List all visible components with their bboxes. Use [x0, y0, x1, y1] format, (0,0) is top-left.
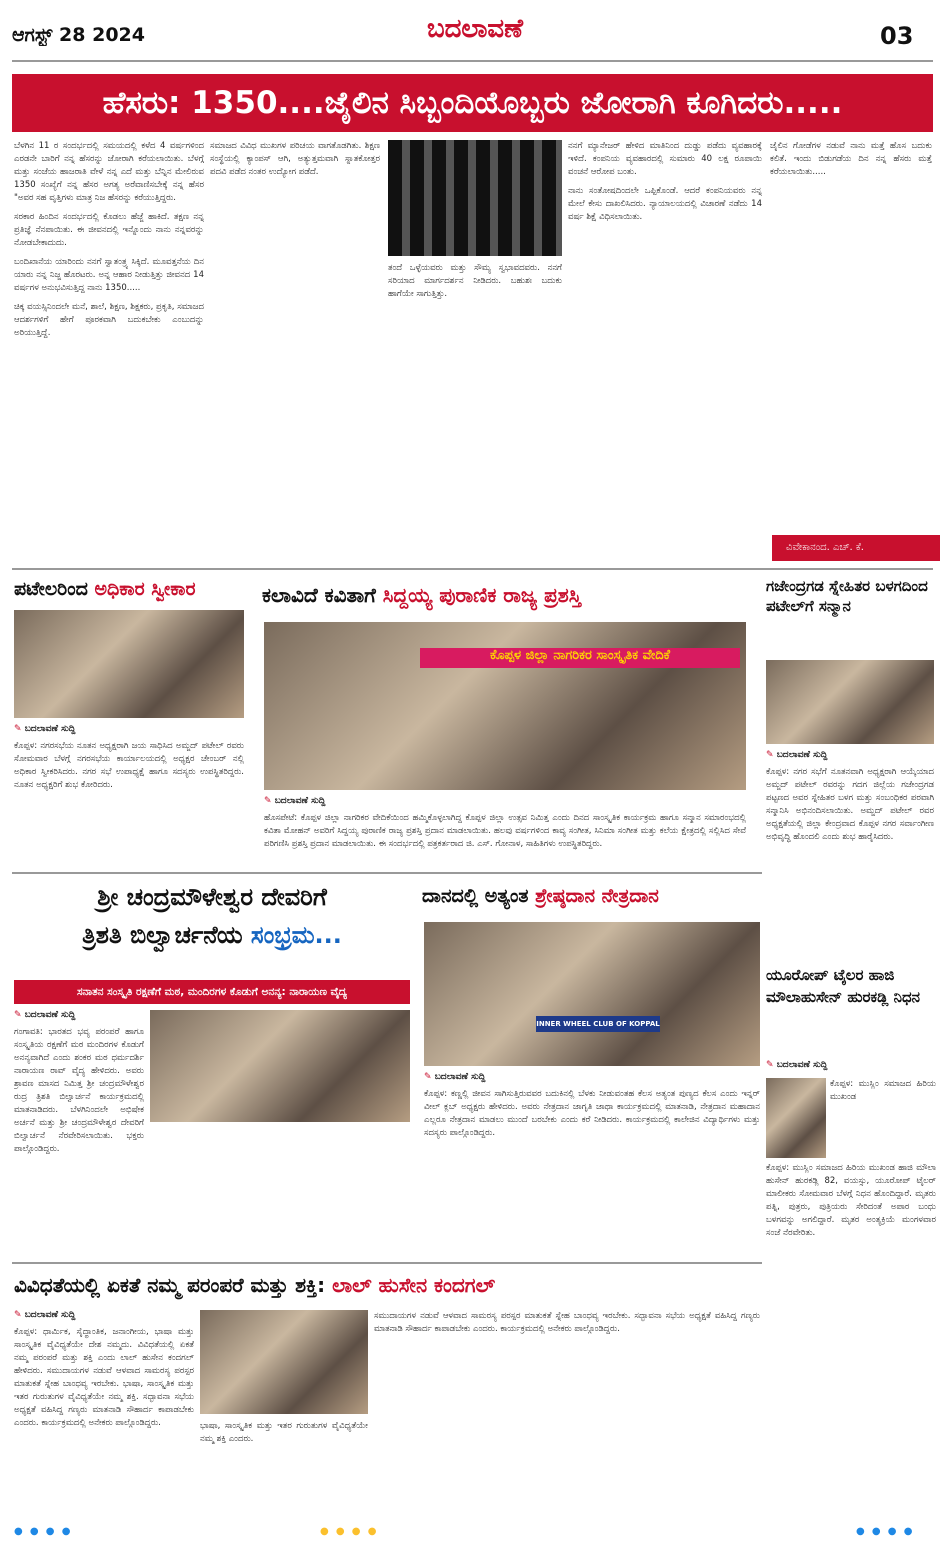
patel-body: ಕೊಪ್ಪಳ: ನಗರಸಭೆಯ ನೂತನ ಅಧ್ಯಕ್ಷರಾಗಿ ಜಯ ಸಾಧಿಸಿದ ಅಮ್ಜದ್ ಪಟೇಲ್ ರವರು ಸೋಮವಾರ ಬೆಳಗ್ಗೆ ನಗರಸಭೆಯ ಕಾರ್ಯಾಲಯದಲ್ಲಿ ಅಧ್ಯಕ್ಷರ ಚೇಂಬರ್ ನಲ್ಲಿ ಅಧಿಕಾರ ಸ್ವೀಕರಿಸಿದರು. ನಗರ ಸಭೆ ಉಪಾಧ್ಯಕ್ಷೆ ಹಾಗೂ ಸದಸ್ಯರು ಉಪಸ್ಥಿತರಿದ್ದರು. ನೂತನ ಅಧ್ಯಕ್ಷರಿಗೆ ಶುಭ ಕೋರಿದರು. [14, 741, 244, 790]
lead-paragraph: ಚಿಕ್ಕ ವಯಸ್ಸಿನಿಂದಲೇ ಮನೆ, ಶಾಲೆ, ಶಿಕ್ಷಣ, ಶಿಕ್ಷಕರು, ಪ್ರಕೃತಿ, ಸಮಾಜದ ಆದರ್ಶಗಳಿಗೆ ಹೇಗೆ ಪೂರಕವಾಗಿ ಬದುಕಬೇಕು ಎಂಬುದನ್ನು ಅರಿಯುತ್ತಿದ್ದೆ. [14, 302, 204, 338]
lead-paragraph: ತಂದೆ ಒಳ್ಳೆಯವರು ಮತ್ತು ಸೌಮ್ಯ ಸ್ವಭಾವದವರು. ನನಗೆ ಸರಿಯಾದ ಮಾರ್ಗದರ್ಶನ ನೀಡಿದರು. ಬಹುಶಃ ಬದುಕು ಹಾಗೆಯೇ ಸಾಗುತ್ತಿತ್ತು. [388, 263, 562, 299]
unity-headline-accent: ಲಾಲ್ ಹುಸೇನ ಕಂದಗಲ್ [332, 1273, 496, 1297]
section-rule [12, 568, 933, 570]
lead-paragraph: ನನಗೆ ಮ್ಯಾನೇಜರ್ ಹೇಳಿದ ಮಾತಿನಿಂದ ದುಡ್ಡು ಪಡೆದು ವ್ಯವಹಾರಕ್ಕೆ ಇಳಿದೆ. ಕಂಪನಿಯ ವ್ಯವಹಾರದಲ್ಲಿ ಸುಮಾರು 40 ಲಕ್ಷ ರೂಪಾಯಿ ವಂಚನೆ ಆರೋಪ ಬಂತು. [568, 141, 762, 177]
club-banner: INNER WHEEL CLUB OF KOPPAL [536, 1016, 660, 1032]
lead-column-1 [14, 140, 204, 545]
lead-column-4 [568, 140, 762, 545]
patel-headline-accent: ಅಧಿಕಾರ ಸ್ವೀಕಾರ [94, 578, 196, 600]
temple-headline-line1: ಶ್ರೀ ಚಂದ್ರಮೌಳೇಶ್ವರ ದೇವರಿಗೆ [97, 883, 327, 911]
masthead-rule [12, 60, 933, 62]
eye-donation-headline-plain: ದಾನದಲ್ಲಿ ಅತ್ಯಂತ [422, 885, 536, 907]
lead-paragraph: ಜೈಲಿನ ಗೋಡೆಗಳ ನಡುವೆ ನಾನು ಮತ್ತೆ ಹೊಸ ಬದುಕು ಕಲಿತೆ. ಇಂದು ಬಿಡುಗಡೆಯ ದಿನ ನನ್ನ ಹೆಸರು ಮತ್ತೆ ಕರೆಯಲಾಯಿತು..... [770, 141, 932, 177]
newspaper-title: ಬದಲಾವಣೆ [426, 14, 524, 44]
patel-headline [14, 576, 258, 604]
unity-byline: ✎ ಬದಲಾವಣೆ ಸುದ್ದಿ [14, 1310, 194, 1324]
unity-headline [14, 1268, 762, 1304]
patel-headline-plain: ಪಟೇಲರಿಂದ [14, 578, 95, 600]
temple-headline-line2 [14, 918, 410, 974]
portrait-photo [766, 1078, 826, 1158]
footer-dots-left: ● ● ● ● [14, 1526, 73, 1537]
unity-body-columns: ಸಮುದಾಯಗಳ ನಡುವೆ ಆಳವಾದ ಸಾಮರಸ್ಯ ಪರಸ್ಪರ ಮಾತುಕತೆ ಸ್ನೇಹ ಬಾಂಧವ್ಯ ಇರಬೇಕು. ಸದ್ಭಾವನಾ ಸಭೆಯ ಅಧ್ಯಕ್ಷತೆ ವಹಿಸಿದ್ದ ಗಣ್ಯರು ಮಾತನಾಡಿ ಸೌಹಾರ್ದ ಕಾಪಾಡಬೇಕು ಎಂದರು. ಕಾರ್ಯಕ್ರಮದಲ್ಲಿ ಅನೇಕರು ಪಾಲ್ಗೊಂಡಿದ್ದರು. [374, 1311, 760, 1334]
temple-ritual-photo [150, 1010, 410, 1122]
unity-body: ಕೊಪ್ಪಳ: ಧಾರ್ಮಿಕ, ಸೈದ್ಧಾಂತಿಕ, ಜನಾಂಗೀಯ, ಭಾಷಾ ಮತ್ತು ಸಾಂಸ್ಕೃತಿಕ ವೈವಿಧ್ಯತೆಯೇ ದೇಶ ನಮ್ಮದು. ವಿವಿಧತೆಯಲ್ಲಿ ಏಕತೆ ನಮ್ಮ ಪರಂಪರೆ ಮತ್ತು ಶಕ್ತಿ ಎಂದು ಲಾಲ್ ಹುಸೇನ ಕಂದಗಲ್ ಹೇಳಿದರು. ಸಮುದಾಯಗಳ ನಡುವೆ ಆಳವಾದ ಸಾಮರಸ್ಯ ಪರಸ್ಪರ ಮಾತುಕತೆ ಸ್ನೇಹ ಬಾಂಧವ್ಯ ಇರಬೇಕು. ಭಾಷಾ, ಸಾಂಸ್ಕೃತಿಕ ಮತ್ತು ಇತರ ಗುರುತುಗಳ ವೈವಿಧ್ಯತೆಯೇ ನಮ್ಮ ಶಕ್ತಿ. ಸದ್ಭಾವನಾ ಸಭೆಯ ಅಧ್ಯಕ್ಷತೆ ವಹಿಸಿದ್ದ ಗಣ್ಯರು ಮಾತನಾಡಿ ಸೌಹಾರ್ದ ಕಾಪಾಡಬೇಕು ಎಂದರು. ಕಾರ್ಯಕ್ರಮದಲ್ಲಿ ಅನೇಕರು ಪಾಲ್ಗೊಂಡಿದ್ದರು. [14, 1327, 194, 1428]
award-byline: ✎ ಬದಲಾವಣೆ ಸುದ್ದಿ [264, 796, 444, 810]
obituary-byline: ✎ ಬದಲಾವಣೆ ಸುದ್ದಿ [766, 1060, 936, 1074]
lead-paragraph: ಸರಕಾರ ಹಿಂದಿನ ಸಂದರ್ಭದಲ್ಲಿ ಕೊಡಲು ಹೆಜ್ಜೆ ಹಾಕಿದೆ. ತಕ್ಷಣ ನನ್ನ ಪ್ರತಿಜ್ಞೆ ನೆನಪಾಯಿತು. ಈ ಜೀವನದಲ್ಲಿ ಇನ್ನೊಂದು ನಾನು ನನ್ನವರನ್ನು ನೋಡಬೇಕಾದುದು. [14, 212, 204, 248]
lead-paragraph: ಸಮಾಜದ ವಿವಿಧ ಮುಖಗಳ ಪರಿಚಯ ವಾಗತೊಡಗಿತು. ಶಿಕ್ಷಣ ಸಂಸ್ಥೆಯಲ್ಲಿ ಕ್ಯಾಂಪಸ್ ಆಗಿ, ಅತ್ಯುತ್ತಮವಾಗಿ ಸ್ನಾತಕೋತ್ತರ ಪದವಿ ಪಡೆದ ನಂತರ ಉದ್ಯೋಗ ಪಡೆದೆ. [210, 141, 380, 177]
footer-dots-right: ● ● ● ● [856, 1526, 915, 1537]
issue-date: ಆಗಸ್ಟ್ 28 2024 [12, 24, 145, 46]
lead-paragraph: ಬಂದಿಖಾನೆಯ ಯಾರಿಂದು ನನಗೆ ಸ್ವಾತಂತ್ರ್ಯ ಸಿಕ್ಕಿದೆ. ಮೂವತ್ತನೆಯ ದಿನ ಯಾರು ನನ್ನ ನಿಜ್ಜ ಹೊರಟರು. ಅನ್ನ ಆಹಾರ ನೀಡುತ್ತಿತ್ತು ಜೀವನದ 14 ವರ್ಷಗಳ ಅನುಭವಿಸುತ್ತಿದ್ದ ನಾನು 1350..... [14, 257, 204, 293]
temple-banner: ಸನಾತನ ಸಂಸ್ಕೃತಿ ರಕ್ಷಣೆಗೆ ಮಠ, ಮಂದಿರಗಳ ಕೊಡುಗೆ ಅನನ್ಯ: ನಾರಾಯಣ ವೈದ್ಯ [14, 980, 410, 1004]
eye-donation-body: ಕೊಪ್ಪಳ: ಕಣ್ಣಲ್ಲಿ ಜೀವನ ಸಾಗಿಸುತ್ತಿರುವವರ ಬದುಕಿನಲ್ಲಿ ಬೆಳಕು ನೀಡುವಂತಹ ಕೆಲಸ ಅತ್ಯಂತ ಪುಣ್ಯದ ಕೆಲಸ ಎಂದು ಇನ್ನರ್ ವೀಲ್ ಕ್ಲಬ್ ಅಧ್ಯಕ್ಷರು ಹೇಳಿದರು. ಅವರು ನೇತ್ರದಾನ ಜಾಗೃತಿ ಜಾಥಾ ಕಾರ್ಯಕ್ರಮದಲ್ಲಿ ಮಾತನಾಡಿ, ನೇತ್ರದಾನ ಮಹಾದಾನ ಎಲ್ಲರೂ ನೇತ್ರದಾನ ಮಾಡಲು ಮುಂದೆ ಬರಬೇಕು ಎಂದು ಕರೆ ನೀಡಿದರು. ಕಾರ್ಯಕ್ರಮದಲ್ಲಿ ಕಾಲೇಜಿನ ವಿದ್ಯಾರ್ಥಿಗಳು ಮತ್ತು ಸದಸ್ಯರು ಪಾಲ್ಗೊಂಡಿದ್ದರು. [424, 1089, 760, 1138]
stage-banner: ಕೊಪ್ಪಳ ಜಿಲ್ಲಾ ನಾಗರಿಕರ ಸಾಂಸ್ಕೃತಿಕ ವೇದಿಕೆ [420, 648, 740, 668]
lead-column-2 [210, 140, 380, 545]
eye-donation-byline: ✎ ಬದಲಾವಣೆ ಸುದ್ದಿ [424, 1072, 584, 1086]
patel-byline: ✎ ಬದಲಾವಣೆ ಸುದ್ದಿ [14, 724, 244, 738]
unity-body-continued: ಭಾಷಾ, ಸಾಂಸ್ಕೃತಿಕ ಮತ್ತು ಇತರ ಗುರುತುಗಳ ವೈವಿಧ್ಯತೆಯೇ ನಮ್ಮ ಶಕ್ತಿ ಎಂದರು. [200, 1421, 368, 1444]
section-rule [12, 1262, 762, 1264]
lead-author: ವಿವೇಕಾನಂದ. ಎಚ್. ಕೆ. [772, 535, 940, 561]
obituary-body-start: ಕೊಪ್ಪಳ: ಮುಸ್ಲಿಂ ಸಮಾಜದ ಹಿರಿಯ ಮುಖಂಡ [830, 1079, 936, 1102]
section-rule [12, 872, 762, 874]
lead-column-3 [388, 262, 562, 545]
temple-body: ಗಂಗಾವತಿ: ಭಾರತದ ಭವ್ಯ ಪರಂಪರೆ ಹಾಗೂ ಸಂಸ್ಕೃತಿಯ ರಕ್ಷಣೆಗೆ ಮಠ ಮಂದಿರಗಳ ಕೊಡುಗೆ ಅನನ್ಯವಾಗಿದೆ ಎಂದು ಶಂಕರ ಮಠ ಧರ್ಮದರ್ಶಿ ನಾರಾಯಣ ರಾವ್ ವೈದ್ಯ ಹೇಳಿದರು. ಅವರು ಶ್ರಾವಣ ಮಾಸದ ನಿಮಿತ್ತ ಶ್ರೀ ಚಂದ್ರಮೌಳೇಶ್ವರ ರುದ್ರ ತ್ರಿಶತಿ ಬಿಲ್ವಾರ್ಚನೆ ಕಾರ್ಯಕ್ರಮದಲ್ಲಿ ಮಾತನಾಡಿದರು. ಬೆಳಗಿನಿಂದಲೇ ಅಭಿಷೇಕ ಅರ್ಚನೆ ಮತ್ತು ಶ್ರೀ ಚಂದ್ರಮೌಳೇಶ್ವರ ದೇವರಿಗೆ ಬಿಲ್ವಾರ್ಚನೆ ನೆರವೇರಿಸಲಾಯಿತು. ಭಕ್ತರು ಪಾಲ್ಗೊಂಡಿದ್ದರು. [14, 1027, 144, 1154]
temple-byline: ✎ ಬದಲಾವಣೆ ಸುದ್ದಿ [14, 1010, 144, 1024]
eye-donation-rally-photo [424, 922, 760, 1066]
temple-headline-accent: ಸಂಭ್ರಮ... [250, 921, 342, 949]
eye-donation-headline [422, 880, 758, 914]
obituary-body: ಕೊಪ್ಪಳ: ಮುಸ್ಲಿಂ ಸಮಾಜದ ಹಿರಿಯ ಮುಖಂಡ ಹಾಜಿ ಮೌಲಾ ಹುಸೇನ್ ಹುರಕಡ್ಲಿ 82, ವಯಸ್ಸು, ಯೂರೋಪ್ ಟೈಲರ್ ಮಾಲೀಕರು ಸೋಮವಾರ ಬೆಳಗ್ಗೆ ನಿಧನ ಹೊಂದಿದ್ದಾರೆ. ಮೃತರು ಪತ್ನಿ, ಪುತ್ರರು, ಪುತ್ರಿಯರು ಸೇರಿದಂತೆ ಅಪಾರ ಬಂಧು ಬಳಗವನ್ನು ಅಗಲಿದ್ದಾರೆ. ಮೃತರ ಅಂತ್ಯಕ್ರಿಯೆ ಮಂಗಳವಾರ ಸಂಜೆ ನೆರವೇರಿತು. [766, 1163, 936, 1238]
gajendragad-body: ಕೊಪ್ಪಳ: ನಗರ ಸಭೆಗೆ ನೂತನವಾಗಿ ಅಧ್ಯಕ್ಷರಾಗಿ ಆಯ್ಕೆಯಾದ ಅಮ್ಜದ್ ಪಟೇಲ್ ರವರನ್ನು ಗದಗ ಜಿಲ್ಲೆಯ ಗಜೇಂದ್ರಗಡ ಪಟ್ಟಣದ ಅವರ ಸ್ನೇಹಿತರ ಬಳಗ ಮತ್ತು ಸಂಬಂಧಿಕರ ಪರವಾಗಿ ಸನ್ಮಾನಿಸಿ ಅಭಿನಂದಿಸಲಾಯಿತು. ಅಮ್ಜದ್ ಪಟೇಲ್ ರವರ ಅಧ್ಯಕ್ಷತೆಯಲ್ಲಿ ಜಿಲ್ಲಾ ಕೇಂದ್ರವಾದ ಕೊಪ್ಪಳ ನಗರ ಸರ್ವಾಂಗೀಣ ಅಭಿವೃದ್ಧಿ ಹೊಂದಲಿ ಎಂದು ಶುಭ ಹಾರೈಸಿದರು. [766, 767, 934, 842]
felicitation-photo [766, 660, 934, 744]
eye-donation-headline-accent: ಶ್ರೇಷ್ಠದಾನ ನೇತ್ರದಾನ [535, 885, 659, 907]
award-headline-plain: ಕಲಾವಿದೆ ಕವಿತಾಗೆ [262, 583, 383, 607]
lead-paragraph: ನಾನು ಸಂತೋಷದಿಂದಲೇ ಒಪ್ಪಿಕೊಂಡೆ. ಆದರೆ ಕಂಪನಿಯವರು ನನ್ನ ಮೇಲೆ ಕೇಸು ದಾಖಲಿಸಿದರು. ನ್ಯಾಯಾಲಯದಲ್ಲಿ ವಿಚಾರಣೆ ನಡೆದು 14 ವರ್ಷ ಶಿಕ್ಷೆ ವಿಧಿಸಲಾಯಿತು. [568, 186, 762, 222]
lead-headline: ಹೆಸರು: 1350....ಜೈಲಿನ ಸಿಬ್ಬಂದಿಯೊಬ್ಬರು ಜೋರಾಗಿ ಕೂಗಿದರು..... [12, 74, 933, 132]
award-headline-accent: ಸಿದ್ದಯ್ಯ ಪುರಾಣಿಕ ರಾಜ್ಯ ಪ್ರಶಸ್ತಿ [382, 583, 582, 607]
temple-headline-plain: ತ್ರಿಶತಿ ಬಿಲ್ವಾರ್ಚನೆಯ [82, 921, 251, 949]
award-body: ಹೊಸಪೇಟೆ: ಕೊಪ್ಪಳ ಜಿಲ್ಲಾ ನಾಗರಿಕರ ವೇದಿಕೆಯಿಂದ ಹಮ್ಮಿಕೊಳ್ಳಲಾಗಿದ್ದ ಕೊಪ್ಪಳ ಜಿಲ್ಲಾ ಉತ್ಸವ ನಿಮಿತ್ತ ಎಂದು ದಿನದ ಸಾಂಸ್ಕೃತಿಕ ಕಾರ್ಯಕ್ರಮ ಹಾಗೂ ಸನ್ಮಾನ ಸಮಾರಂಭದಲ್ಲಿ ಕವಿತಾ ಮೋಹನ್ ಅವರಿಗೆ ಸಿದ್ದಯ್ಯ ಪುರಾಣಿಕ ರಾಜ್ಯ ಪ್ರಶಸ್ತಿ ಪ್ರದಾನ ಮಾಡಲಾಯಿತು. ಹಲವು ವರ್ಷಗಳಿಂದ ಕಾವ್ಯ ಸಂಗೀತ, ಸಿನಿಮಾ ಸಂಗೀತ ಮತ್ತು ಕಲೆಯ ಕ್ಷೇತ್ರದಲ್ಲಿ ಸಲ್ಲಿಸಿದ ಸೇವೆ ಪರಿಗಣಿಸಿ ಪ್ರಶಸ್ತಿ ಪ್ರದಾನ ಮಾಡಲಾಯಿತು. ಈ ಸಂದರ್ಭದಲ್ಲಿ ಪತ್ರಕರ್ತರಾದ ಜಿ. ಎಸ್. ಗೋನಾಳ, ಸಾಹಿತಿಗಳು ಉಪಸ್ಥಿತರಿದ್ದರು. [264, 813, 746, 849]
footer-dots-center: ● ● ● ● [320, 1526, 379, 1537]
unity-headline-plain: ವಿವಿಧತೆಯಲ್ಲಿ ಏಕತೆ ನಮ್ಮ ಪರಂಪರೆ ಮತ್ತು ಶಕ್ತಿ: [14, 1273, 333, 1297]
award-headline [262, 576, 750, 616]
gajendragad-headline: ಗಜೇಂದ್ರಗಡ ಸ್ನೇಹಿತರ ಬಳಗದಿಂದ ಪಟೇಲ್‌ಗೆ ಸನ್ಮಾನ [766, 577, 928, 615]
obituary-headline: ಯೂರೋಪ್ ಟೈಲರ ಹಾಜಿ ಮೌಲಾಹುಸೇನ್ ಹುರಕಡ್ಲಿ ನಿಧನ [766, 966, 921, 1006]
page-number: 03 [880, 22, 914, 50]
prison-bars-photo [388, 140, 562, 256]
lead-column-5 [770, 140, 932, 528]
patel-office-photo [14, 610, 244, 718]
lead-paragraph: ಬೆಳಗಿನ 11 ರ ಸಂದರ್ಭದಲ್ಲಿ ಸಮಯದಲ್ಲಿ ಕಳೆದ 4 ವರ್ಷಗಳಿಂದ ಎರಡನೇ ಬಾರಿಗೆ ನನ್ನ ಹೆಸರನ್ನು ಜೋರಾಗಿ ಕರೆಯಲಾಯಿತು. ಬೆಳಗ್ಗೆ ಮತ್ತು ಸಂಜೆಯ ಹಾಜರಾತಿ ವೇಳೆ ನನ್ನ ಎದೆ ಮತ್ತು ಬೆನ್ನಿನ ಮೇಲಿರುವ 1350 ಸಂಖ್ಯೆಗೆ ನನ್ನ ಹೆಸರ ಅಗತ್ಯ ಅರೆವಾಣಿಸಬೇಕ್ಕೆ ನನ್ನ ಹೆಸರ "ಅವರ ಸಹ ವೃತ್ತಿಗಳು ಮಾತ್ರ ನಿಜ ಹೆಸರನ್ನು ಕರೆಯುತ್ತಿದ್ದರು. [14, 141, 204, 203]
gajendragad-byline: ✎ ಬದಲಾವಣೆ ಸುದ್ದಿ [766, 750, 934, 764]
meeting-photo [200, 1310, 368, 1414]
